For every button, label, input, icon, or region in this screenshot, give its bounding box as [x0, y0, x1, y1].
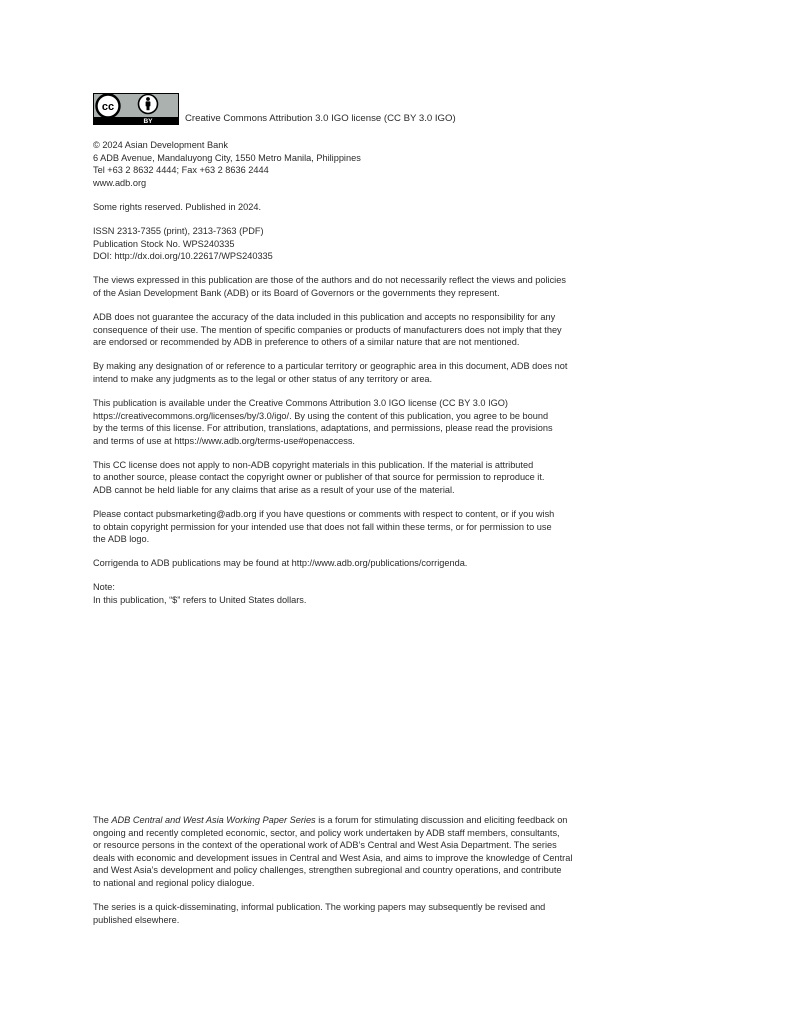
- paragraph-line: ADB cannot be held liable for any claims that arise as a result of your use of the material.: [93, 484, 455, 495]
- series-intro-suffix: is a forum for stimulating discussion and eliciting feedback on: [315, 815, 568, 825]
- paragraph-line: of the Asian Development Bank (ADB) or its Board of Governors or the governments they represent.: [93, 287, 500, 298]
- paragraph-line: ADB does not guarantee the accuracy of the data included in this publication and accepts no responsibility for any: [93, 311, 556, 322]
- license-title: Creative Commons Attribution 3.0 IGO license (CC BY 3.0 IGO): [185, 113, 456, 124]
- copyright-line: © 2024 Asian Development Bank: [93, 140, 228, 150]
- doi-line: DOI: http://dx.doi.org/10.22617/WPS240335: [93, 251, 273, 262]
- cc-badge-text: cc: [101, 101, 115, 113]
- note-label: Note:: [93, 582, 115, 593]
- paragraph-line: by the terms of this license. For attribution, translations, adaptations, and permissions, please read the provisions: [93, 423, 553, 434]
- rights-statement: Some rights reserved. Published in 2024.: [93, 201, 262, 212]
- paragraph-line: This publication is available under the Creative Commons Attribution 3.0 IGO license (CC BY 3.0 IGO): [93, 397, 508, 408]
- paragraph-line: to national and regional policy dialogue.: [93, 877, 255, 888]
- cc-scope-notice: [93, 459, 613, 497]
- paragraph-line: The series is a quick-disseminating, informal publication. The working papers may subsequently be revised and: [93, 902, 546, 913]
- series-description: [93, 814, 613, 938]
- publication-info: [93, 139, 613, 618]
- accuracy-disclaimer: [93, 311, 613, 349]
- paragraph-line: to another source, please contact the copyright owner or publisher of that source for permission to reproduce it.: [93, 472, 545, 483]
- series-intro-prefix: The: [93, 815, 112, 825]
- note-text: In this publication, “$” refers to United States dollars.: [93, 595, 307, 606]
- paragraph-line: are endorsed or recommended by ADB in preference to others of a similar nature that are not mentioned.: [93, 337, 520, 348]
- issn-line: ISSN 2313-7355 (print), 2313-7363 (PDF): [93, 225, 264, 236]
- paragraph-line: or resource persons in the context of the operational work of ADB’s Central and West Asia Department. The series: [93, 840, 557, 851]
- identifiers: [93, 225, 613, 263]
- views-disclaimer: [93, 274, 613, 299]
- paragraph-line: https://creativecommons.org/licenses/by/3.0/igo/. By using the content of this publication, you agree to be bound: [93, 410, 549, 421]
- stock-number-line: Publication Stock No. WPS240335: [93, 238, 235, 249]
- currency-note: [93, 581, 613, 606]
- paragraph-line: ongoing and recently completed economic, sector, and policy work undertaken by ADB staff members, consultants,: [93, 827, 560, 838]
- paragraph-line: By making any designation of or reference to a particular territory or geographic area in this document, ADB does not: [93, 361, 568, 372]
- paragraph-line: published elsewhere.: [93, 914, 180, 925]
- paragraph-line: the ADB logo.: [93, 534, 150, 545]
- publisher-phone-fax: Tel +63 2 8632 4444; Fax +63 2 8636 2444: [93, 165, 269, 176]
- paragraph-line: This CC license does not apply to non-ADB copyright materials in this publication. If the material is attributed: [93, 459, 534, 470]
- paragraph-line: and West Asia’s development and policy challenges, strengthen subregional and country operations, and contribute: [93, 865, 562, 876]
- cc-by-license-icon: [93, 93, 179, 125]
- corrigenda-notice: Corrigenda to ADB publications may be found at http://www.adb.org/publications/corrigenda.: [93, 558, 468, 569]
- series-title: ADB Central and West Asia Working Paper Series: [111, 815, 316, 825]
- publisher-address: 6 ADB Avenue, Mandaluyong City, 1550 Metro Manila, Philippines: [93, 152, 361, 163]
- paragraph-line: and terms of use at https://www.adb.org/terms-use#openaccess.: [93, 435, 355, 446]
- paragraph-line: intend to make any judgments as to the legal or other status of any territory or area.: [93, 373, 433, 384]
- series-dissemination: [93, 901, 613, 926]
- paragraph-line: deals with economic and development issues in Central and West Asia, and aims to improve the knowledge of Central: [93, 852, 573, 863]
- paragraph-line: to obtain copyright permission for your intended use that does not fall within these terms, or for permission to use: [93, 521, 552, 532]
- publisher-info: [93, 139, 613, 189]
- license-row: [93, 93, 456, 125]
- paragraph-line: Please contact pubsmarketing@adb.org if you have questions or comments with respect to content, or if you wish: [93, 509, 555, 520]
- paragraph-line: The views expressed in this publication are those of the authors and do not necessarily reflect the views and policies: [93, 275, 566, 286]
- license-availability: [93, 397, 613, 447]
- designation-disclaimer: [93, 360, 613, 385]
- paragraph-line: consequence of their use. The mention of specific companies or products of manufacturers does not imply that they: [93, 324, 562, 335]
- by-badge-text: BY: [143, 118, 153, 125]
- series-intro: [93, 814, 613, 890]
- publisher-website: www.adb.org: [93, 177, 147, 188]
- contact-notice: [93, 508, 613, 546]
